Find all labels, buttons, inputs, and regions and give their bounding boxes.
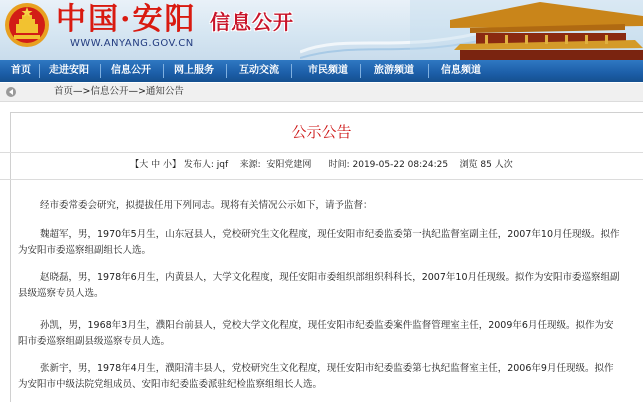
breadcrumb[interactable]: 首页—>信息公开—>通知公告 [54, 86, 184, 97]
article-meta [0, 152, 643, 180]
person-entry [18, 361, 643, 393]
publish-time: 时间: 2019-05-22 08:24:25 [328, 160, 449, 170]
back-arrow-icon[interactable] [6, 87, 16, 97]
nav-item-citizen-channel[interactable]: 市民频道 [308, 65, 348, 76]
intro-paragraph: 经市委常委会研究，拟提拔任用下列同志。现将有关情况公示如下，请予监督： [40, 200, 373, 211]
national-emblem-icon [4, 2, 50, 48]
nav-item-about-anyang[interactable]: 走进安阳 [49, 65, 89, 76]
person-entry [18, 227, 643, 259]
entry-line: 张新宇，男，1978年4月生，濮阳清丰县人，党校研究生文化程度，现任安阳市纪委监委第七执纪监督室主任，2006年9月任现级。拟作 [40, 363, 614, 374]
nav-divider [360, 64, 361, 78]
site-url: WWW.ANYANG.GOV.CN [70, 38, 194, 49]
source: 来源: 安阳党建网 [239, 160, 312, 170]
entry-line: 为安阳市委巡察组副组长人选。 [18, 245, 152, 256]
nav-item-online-services[interactable]: 网上服务 [174, 65, 214, 76]
breadcrumb-bar [0, 83, 643, 102]
entry-line: 赵晓磊，男，1978年6月生，内黄县人，大学文化程度，现任安阳市委组织部组织科科长，2007年10月任现级。拟作为安阳市委巡察组副 [40, 272, 620, 283]
nav-divider [291, 64, 292, 78]
main-nav [0, 60, 643, 82]
page-title: 公示公告 [291, 123, 352, 141]
publisher: 发布人: jqf [183, 160, 229, 170]
entry-line: 阳市委巡察组副县级巡察专员人选。 [18, 336, 171, 347]
site-name: 中国·安阳 [56, 2, 197, 37]
font-size-switcher[interactable]: 【大 中 小】 [130, 160, 181, 170]
nav-item-info-disclosure[interactable]: 信息公开 [111, 65, 151, 76]
nav-item-interaction[interactable]: 互动交流 [239, 65, 279, 76]
section-title: 信息公开 [210, 10, 294, 34]
nav-divider [428, 64, 429, 78]
pavilion-banner-image [410, 0, 643, 60]
entry-line: 为安阳市中级法院党组成员、安阳市纪委监委派驻纪检监察组组长人选。 [18, 379, 323, 390]
nav-divider [100, 64, 101, 78]
person-entry [18, 270, 643, 302]
entry-line: 县级巡察专员人选。 [18, 288, 104, 299]
entry-line: 孙凯，男，1968年3月生，濮阳台前县人，党校大学文化程度，现任安阳市纪委监委案件监督管理室主任，2009年6月任现级。拟作为安 [40, 320, 614, 331]
person-entry [18, 318, 643, 350]
entry-line: 魏超军，男，1970年5月生，山东冠县人，党校研究生文化程度，现任安阳市纪委监委第一执纪监督室副主任，2007年10月任现级。拟作 [40, 229, 620, 240]
nav-divider [226, 64, 227, 78]
nav-item-info-channel[interactable]: 信息频道 [441, 65, 481, 76]
nav-divider [163, 64, 164, 78]
nav-divider [39, 64, 40, 78]
nav-item-travel-channel[interactable]: 旅游频道 [374, 65, 414, 76]
site-header [0, 0, 643, 60]
view-count: 浏览 85 人次 [459, 160, 513, 170]
nav-item-home[interactable]: 首页 [11, 65, 31, 76]
